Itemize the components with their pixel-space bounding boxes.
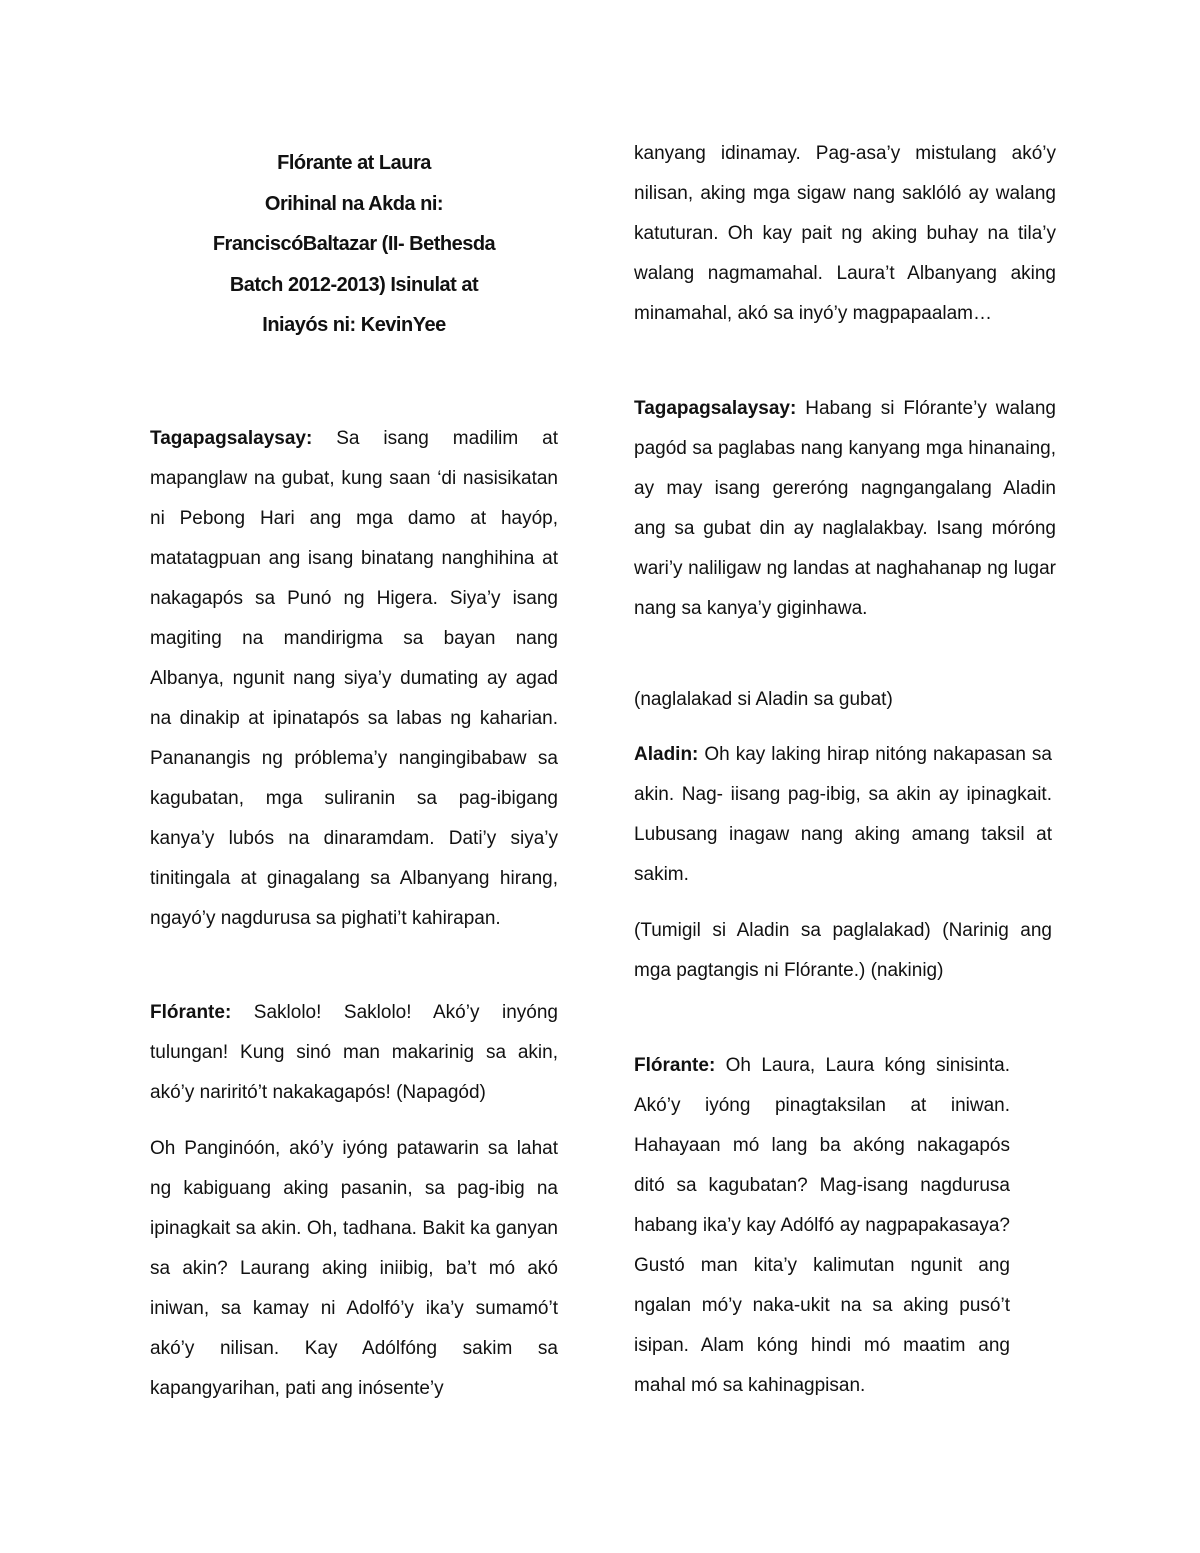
florante-paragraph-continued	[634, 134, 1056, 334]
narrator-paragraph-2	[634, 389, 1056, 629]
florante-paragraph-3	[634, 1046, 1010, 1406]
document-title-block	[150, 143, 558, 346]
paragraph-text: Saklolo! Saklolo! Akó’y inyóng tulungan! Kung sinó man makarinig sa akin, akó’y nariritó’t nakakagapós! (Napagód)	[150, 1002, 558, 1103]
paragraph-text: Oh Laura, Laura kóng sinisinta. Akó’y iyóng pinagtaksilan at iniwan. Hahayaan mó lang ba akóng nakagapós ditó sa kagubatan? Mag-isang nagdurusa habang ika’y kay Adólfó ay nagpapakasaya? Gustó man kita’y kalimutan ngunit ang ngalan mó’y naka-ukit na sa aking pusó’t isipan. Alam kóng hindi mó maatim ang mahal mó sa kahinagpisan.	[634, 1055, 1010, 1396]
narrator-paragraph-1	[150, 419, 558, 939]
paragraph-text: kanyang idinamay. Pag-asa’y mistulang akó’y nilisan, aking mga sigaw nang saklóló ay walang katuturan. Oh kay pait ng aking buhay na tila’y walang nagmamahal. Laura’t Albanyang aking minamahal, akó sa inyó’y magpapaalam…	[634, 143, 1056, 324]
editor-line: Iniayós ni: KevinYee	[262, 314, 446, 336]
speaker-label: Flórante:	[634, 1055, 716, 1076]
paragraph-text: Sa isang madilim at mapanglaw na gubat, kung saan ‘di nasisikatan ni Pebong Hari ang mga damo at hayóp, matatagpuan ang isang binatang nanghihina at nakagapós sa Punó ng Higera. Siya’y isang magiting na mandirigma sa bayan nang Albanya, ngunit nang siya’y dumating ay agad na dinakip at ipinatapós sa labas ng kaharian. Pananangis ng próblema’y nangingibabaw sa kagubatan, mga suliranin sa pag-ibigang kanya’y lubós na dinaramdam. Dati’y siya’y tinitingala at ginagalang sa Albanyang hirang, ngayó’y nagdurusa sa pighati’t kahirapan.	[150, 428, 558, 929]
subtitle-line: Orihinal na Akda ni:	[264, 192, 444, 215]
author-line: FranciscóBaltazar (II- Bethesda	[212, 233, 496, 255]
paragraph-text: Oh kay laking hirap nitóng nakapasan sa akin. Nag- iisang pag-ibig, sa akin ay ipinagkait. Lubusang inagaw nang aking amang taksil at sakim.	[634, 744, 1052, 885]
speaker-label: Flórante:	[150, 1002, 232, 1023]
florante-paragraph-1	[150, 993, 558, 1113]
paragraph-text: (Tumigil si Aladin sa paglalakad) (Narinig ang mga pagtangis ni Flórante.) (nakinig)	[634, 920, 1052, 981]
speaker-label: Aladin:	[634, 744, 699, 765]
speaker-label: Tagapagsalaysay:	[150, 428, 313, 449]
florante-paragraph-2	[150, 1129, 558, 1409]
batch-line: Batch 2012-2013) Isinulat at	[229, 273, 479, 296]
paragraph-text: Oh Panginóón, akó’y iyóng patawarin sa lahat ng kabiguang aking pasanin, sa pag-ibig na ipinagkait sa akin. Oh, tadhana. Bakit ka ganyan sa akin? Laurang aking iniibig, ba’t mó akó iniwan, sa kamay ni Adolfó’y ika’y sumamó’t akó’y nilisan. Kay Adólfóng sakim sa kapangyarihan, pati ang inósente’y	[150, 1138, 558, 1399]
stage-direction-1: (naglalakad si Aladin sa gubat)	[634, 689, 893, 710]
title-line: Flórante at Laura	[277, 152, 431, 174]
stage-direction-2	[634, 911, 1052, 991]
paragraph-text: Habang si Flórante’y walang pagód sa paglabas nang kanyang mga hinanaing, ay may isang gereróng nagngangalang Aladin ang sa gubat din ay naglalakbay. Isang móróng wari’y naliligaw ng landas at naghahanap ng lugar nang sa kanya’y giginhawa.	[634, 398, 1056, 619]
aladin-paragraph	[634, 735, 1052, 895]
speaker-label: Tagapagsalaysay:	[634, 398, 797, 419]
